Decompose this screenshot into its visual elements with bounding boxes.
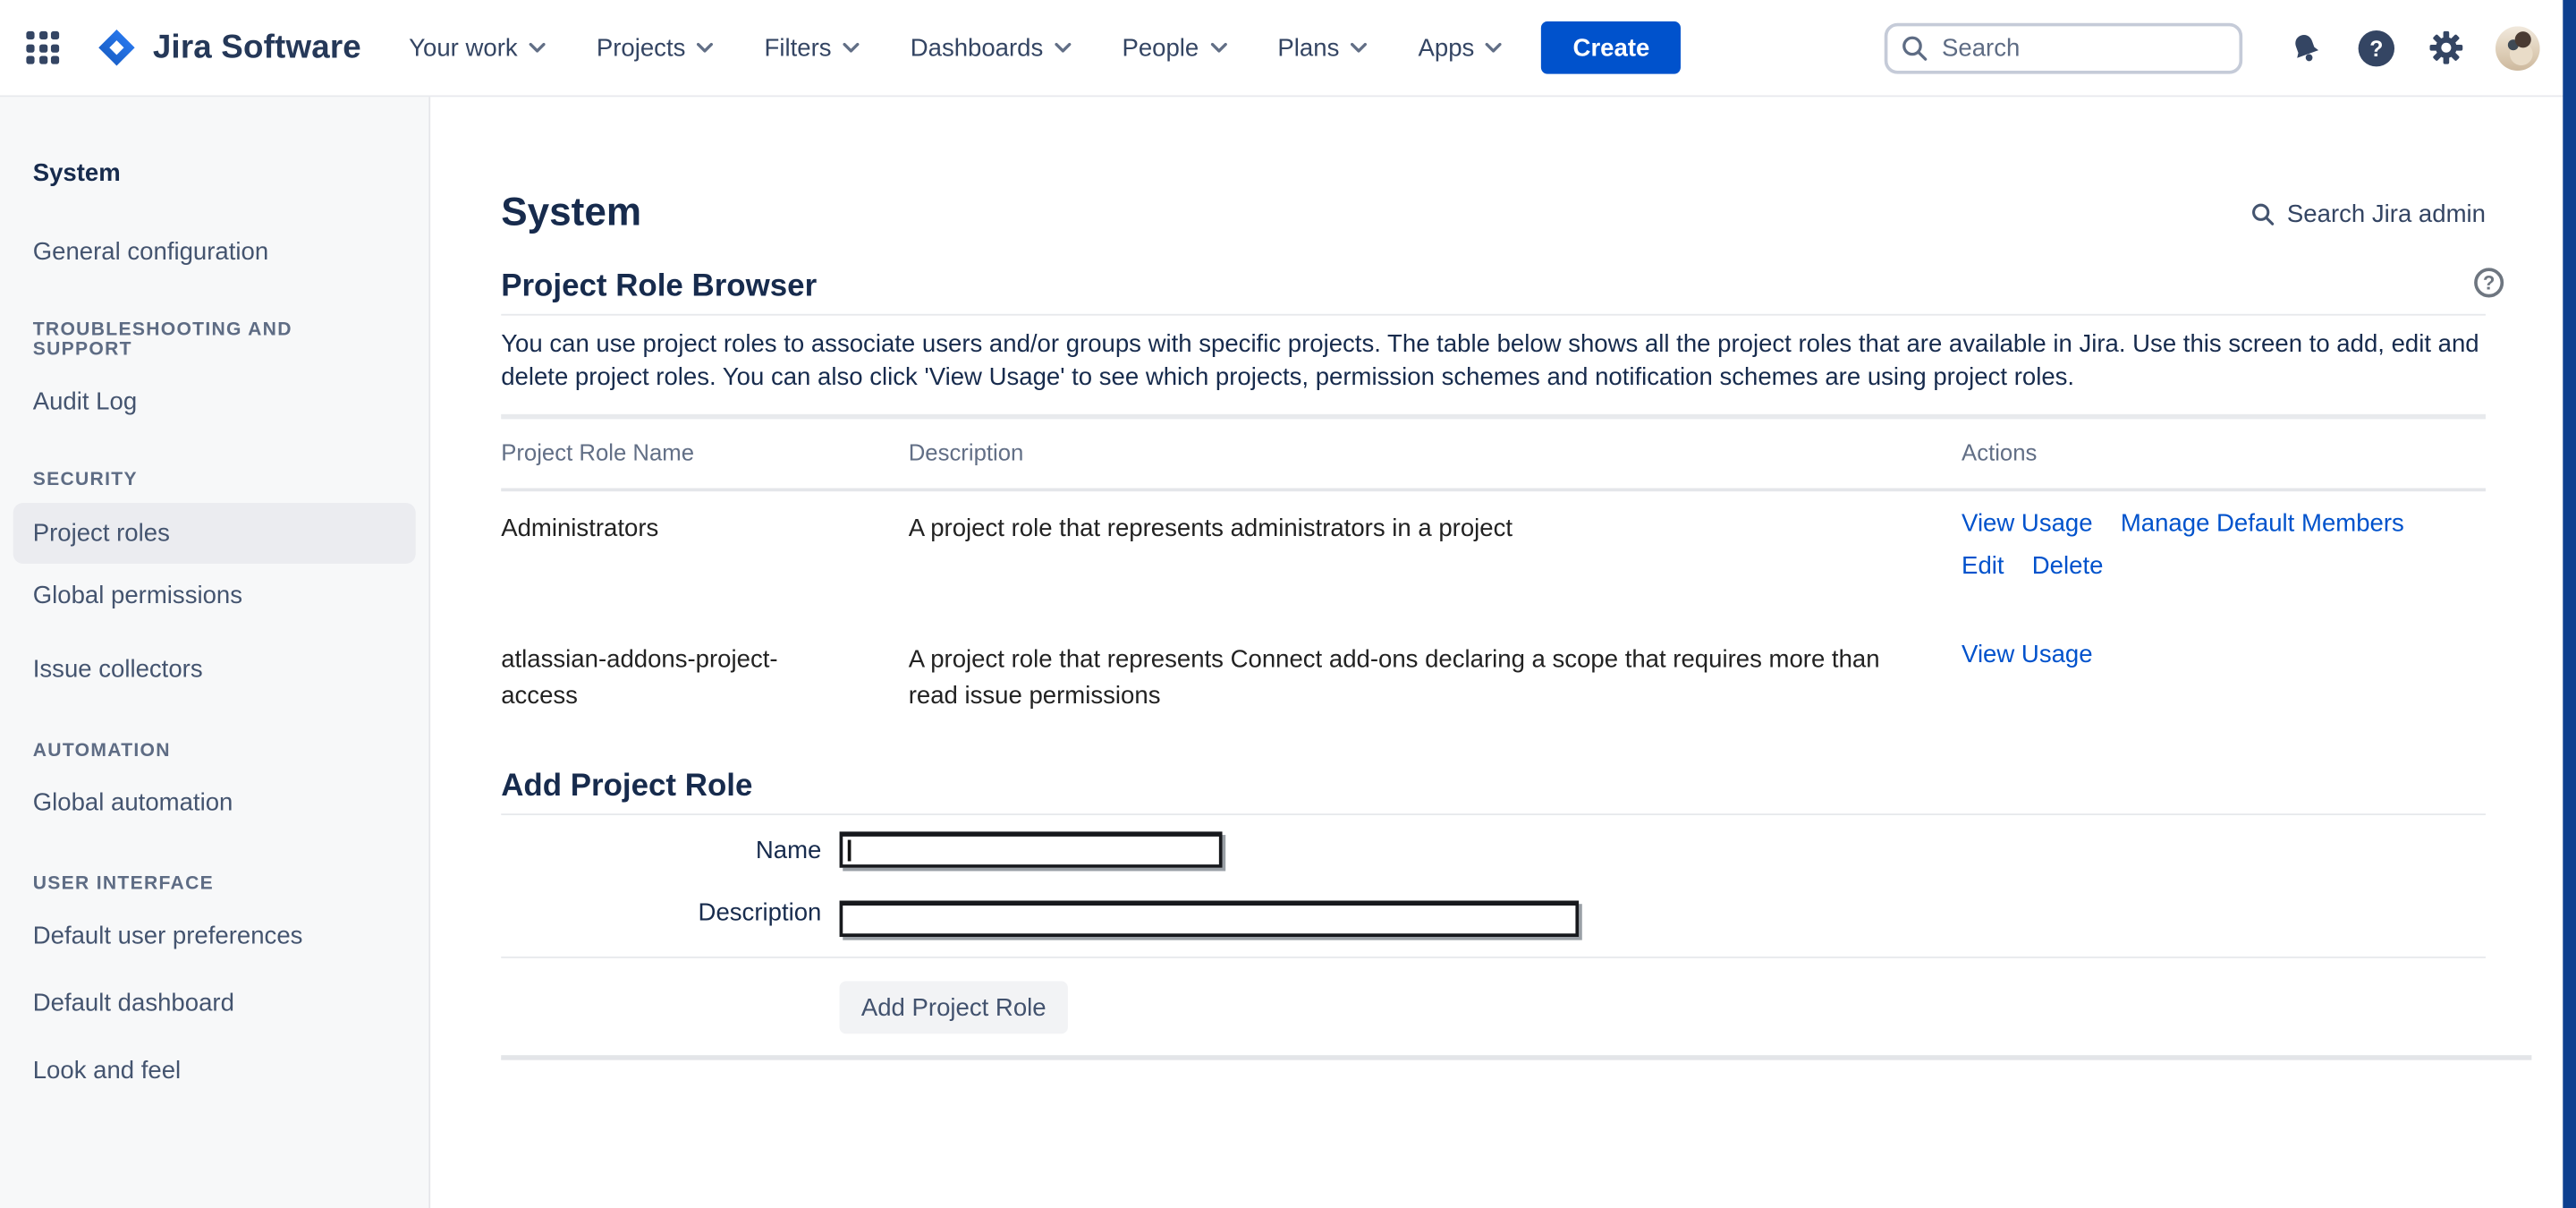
nav-dashboards[interactable]: Dashboards bbox=[911, 34, 1072, 62]
project-roles-table bbox=[501, 414, 2486, 735]
add-project-role-button[interactable]: Add Project Role bbox=[840, 982, 1068, 1034]
sidebar-item-look-and-feel[interactable]: Look and feel bbox=[32, 1057, 182, 1085]
delete-link[interactable]: Delete bbox=[2031, 552, 2104, 581]
user-avatar[interactable] bbox=[2496, 25, 2540, 70]
section-title-project-role-browser: Project Role Browser bbox=[501, 269, 818, 304]
top-navigation-bar bbox=[0, 0, 2576, 97]
page-title: System bbox=[501, 191, 642, 235]
column-header-description: Description bbox=[908, 438, 1024, 465]
search-input[interactable] bbox=[1885, 22, 2242, 73]
section-help-icon[interactable]: ? bbox=[2474, 268, 2504, 297]
chevron-down-icon bbox=[1351, 43, 1367, 53]
admin-sidebar bbox=[0, 97, 430, 1208]
chevron-down-icon bbox=[530, 43, 546, 53]
chevron-down-icon bbox=[843, 43, 859, 53]
name-label: Name bbox=[755, 835, 822, 864]
sidebar-item-audit-log[interactable]: Audit Log bbox=[32, 387, 138, 416]
role-name: Administrators bbox=[501, 514, 659, 543]
manage-default-members-link[interactable]: Manage Default Members bbox=[2120, 509, 2404, 538]
sidebar-item-general-configuration[interactable]: General configuration bbox=[32, 238, 269, 267]
primary-nav bbox=[409, 34, 1502, 62]
sidebar-item-default-user-preferences[interactable]: Default user preferences bbox=[32, 922, 303, 950]
nav-your-work[interactable]: Your work bbox=[409, 34, 546, 62]
bell-icon bbox=[2286, 29, 2324, 66]
edit-link[interactable]: Edit bbox=[1962, 552, 2004, 581]
divider bbox=[501, 957, 2486, 958]
section-bottom-divider bbox=[501, 1055, 2531, 1060]
section-description: You can use project roles to associate users and/or groups with specific projects. The table below shows all the project roles that are available in Jira. Use this screen to add, edit and delete project roles. You can also click 'View Usage' to see which projects, permission schemes and notification schemes are using project roles. bbox=[501, 330, 2479, 392]
page-scrollbar[interactable] bbox=[2563, 0, 2576, 1208]
chevron-down-icon bbox=[697, 43, 713, 53]
sidebar-title: System bbox=[32, 159, 121, 188]
sidebar-group-security: SECURITY bbox=[32, 470, 138, 490]
search-jira-admin-link[interactable]: Search Jira admin bbox=[2251, 200, 2486, 228]
nav-apps[interactable]: Apps bbox=[1419, 34, 1503, 62]
chevron-down-icon bbox=[1486, 43, 1502, 53]
sidebar-item-issue-collectors[interactable]: Issue collectors bbox=[32, 655, 203, 685]
sidebar-item-global-permissions[interactable]: Global permissions bbox=[32, 582, 243, 610]
role-name: atlassian-addons-project-access bbox=[501, 645, 778, 710]
svg-text:?: ? bbox=[2368, 37, 2383, 62]
notifications-button[interactable] bbox=[2284, 26, 2326, 69]
app-switcher-icon[interactable] bbox=[26, 31, 59, 64]
settings-button[interactable] bbox=[2425, 26, 2468, 69]
main-content bbox=[430, 97, 2576, 1208]
sidebar-group-troubleshooting: TROUBLESHOOTING AND SUPPORT bbox=[32, 320, 292, 361]
nav-plans[interactable]: Plans bbox=[1277, 34, 1367, 62]
table-row bbox=[501, 491, 2486, 623]
page-body bbox=[0, 97, 2576, 1208]
chevron-down-icon bbox=[1055, 43, 1071, 53]
global-search bbox=[1885, 22, 2242, 73]
create-button[interactable]: Create bbox=[1542, 21, 1682, 74]
nav-projects[interactable]: Projects bbox=[597, 34, 714, 62]
role-actions bbox=[1962, 511, 2486, 580]
jira-diamond-icon bbox=[96, 26, 139, 69]
gear-icon bbox=[2427, 28, 2466, 67]
role-actions bbox=[1962, 642, 2486, 715]
text-caret bbox=[848, 840, 851, 862]
role-description: A project role that represents Connect add-ons declaring a scope that requires more than read issue permissions bbox=[908, 645, 1880, 710]
jira-logo[interactable] bbox=[96, 26, 361, 69]
role-description: A project role that represents administrators in a project bbox=[908, 514, 1513, 543]
chevron-down-icon bbox=[1210, 43, 1226, 53]
divider bbox=[501, 813, 2486, 815]
nav-filters[interactable]: Filters bbox=[765, 34, 860, 62]
search-icon bbox=[2251, 202, 2276, 227]
column-header-actions: Actions bbox=[1962, 438, 2038, 465]
sidebar-group-user-interface: USER INTERFACE bbox=[32, 874, 215, 895]
product-name: Jira Software bbox=[152, 29, 361, 65]
nav-people[interactable]: People bbox=[1122, 34, 1226, 62]
help-button[interactable] bbox=[2354, 26, 2397, 69]
sidebar-group-automation: AUTOMATION bbox=[32, 741, 171, 761]
topbar-right-cluster bbox=[1885, 22, 2540, 73]
sidebar-item-global-automation[interactable]: Global automation bbox=[32, 788, 233, 817]
divider bbox=[501, 314, 2486, 316]
table-header-row bbox=[501, 419, 2486, 491]
sidebar-item-project-roles[interactable]: Project roles bbox=[13, 503, 416, 564]
sidebar-item-default-dashboard[interactable]: Default dashboard bbox=[32, 989, 234, 1017]
name-field[interactable] bbox=[840, 831, 1223, 867]
add-project-role-form bbox=[501, 831, 2486, 937]
question-circle-icon bbox=[2355, 27, 2396, 68]
section-title-add-project-role: Add Project Role bbox=[501, 769, 753, 804]
column-header-name: Project Role Name bbox=[501, 438, 695, 465]
view-usage-link[interactable]: View Usage bbox=[1962, 509, 2093, 538]
table-row bbox=[501, 623, 2486, 735]
description-field[interactable] bbox=[840, 901, 1580, 937]
description-label: Description bbox=[698, 897, 822, 926]
view-usage-link[interactable]: View Usage bbox=[1962, 641, 2093, 669]
search-icon bbox=[1901, 34, 1928, 62]
